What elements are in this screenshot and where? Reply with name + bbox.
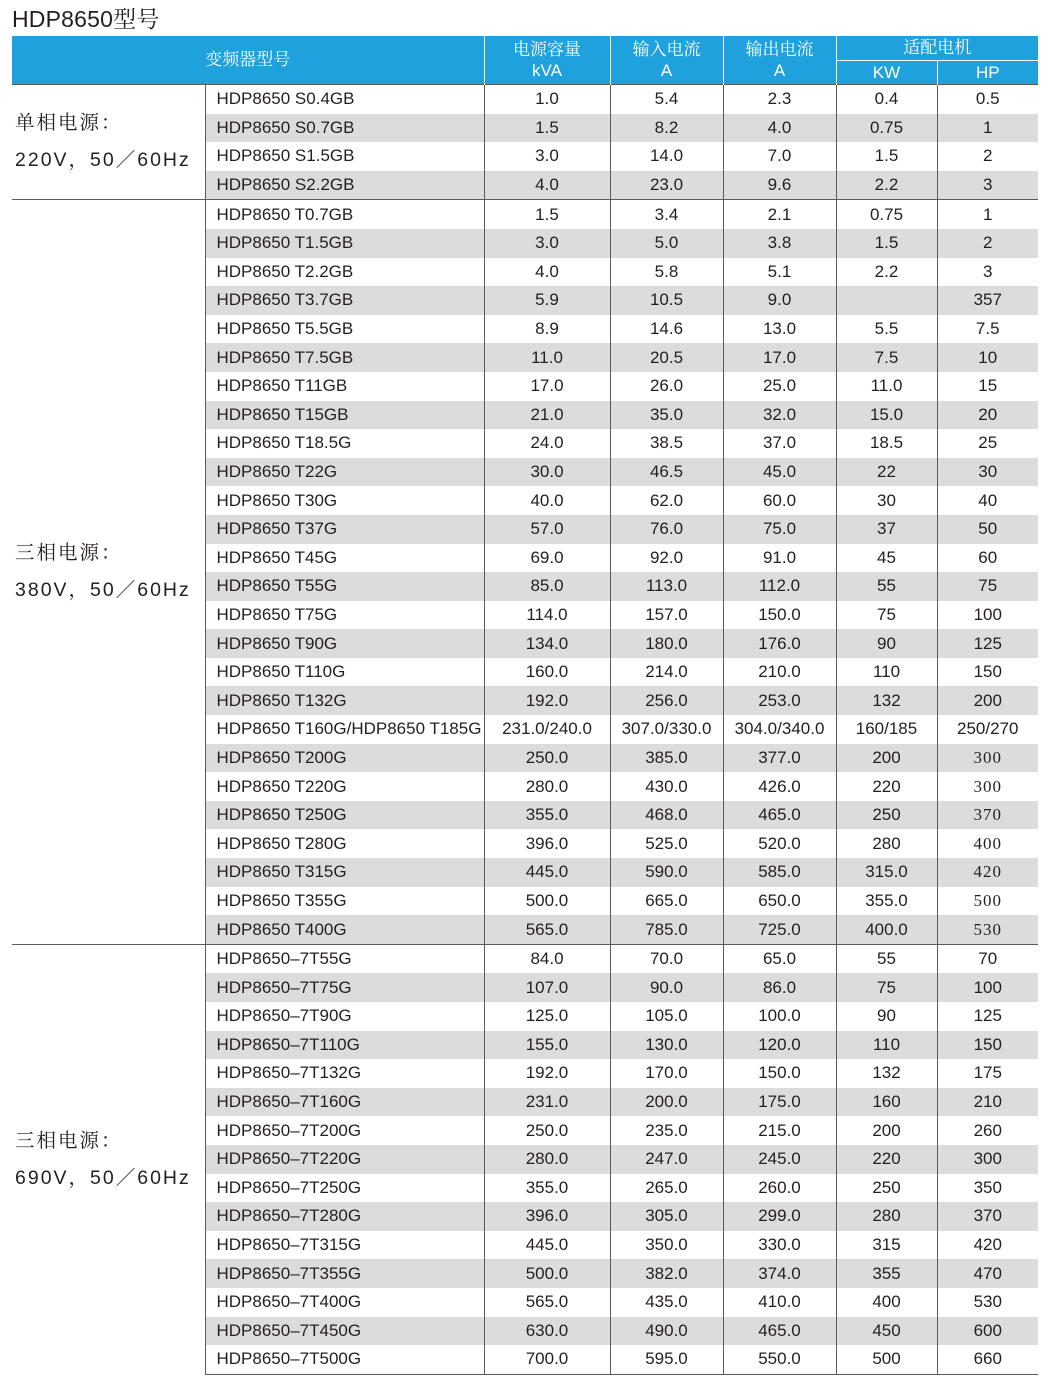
motor-kw-cell: 2.2 [836,171,937,200]
model-cell: HDP8650 T110G [205,658,484,687]
motor-kw-cell: 280 [836,829,937,858]
motor-kw-cell: 37 [836,515,937,544]
model-cell: HDP8650 T220G [205,772,484,801]
model-cell: HDP8650–7T132G [205,1059,484,1088]
model-cell: HDP8650 T11GB [205,372,484,401]
motor-hp-cell: 125 [937,629,1038,658]
model-cell: HDP8650 T280G [205,829,484,858]
input-current-cell: 435.0 [610,1288,723,1317]
model-cell: HDP8650–7T75G [205,973,484,1002]
model-cell: HDP8650–7T90G [205,1002,484,1031]
model-cell: HDP8650 T400G [205,915,484,944]
capacity-cell: 565.0 [484,915,610,944]
capacity-cell: 396.0 [484,829,610,858]
capacity-cell: 565.0 [484,1288,610,1317]
capacity-cell: 21.0 [484,401,610,430]
output-current-cell: 260.0 [723,1174,836,1203]
model-cell: HDP8650–7T280G [205,1202,484,1231]
motor-kw-cell: 75 [836,601,937,630]
model-cell: HDP8650 T250G [205,801,484,830]
model-cell: HDP8650 T2.2GB [205,258,484,287]
model-cell: HDP8650 T355G [205,887,484,916]
motor-hp-cell: 0.5 [937,85,1038,114]
output-current-cell: 100.0 [723,1002,836,1031]
input-current-cell: 3.4 [610,200,723,229]
motor-kw-cell [836,286,937,315]
motor-hp-cell: 370 [937,801,1038,830]
output-current-cell: 650.0 [723,887,836,916]
motor-hp-cell: 530 [937,915,1038,944]
header-hp: HP [937,61,1038,85]
input-current-cell: 170.0 [610,1059,723,1088]
motor-hp-cell: 210 [937,1088,1038,1117]
power-supply-label [12,85,205,200]
output-current-cell: 465.0 [723,801,836,830]
capacity-cell: 445.0 [484,1231,610,1260]
input-current-cell: 130.0 [610,1031,723,1060]
motor-hp-cell: 2 [983,146,993,166]
table-row [12,944,1038,973]
input-current-cell: 20.5 [610,343,723,372]
input-current-cell: 5.4 [610,85,723,114]
motor-kw-cell: 22 [836,458,937,487]
output-current-cell: 215.0 [723,1116,836,1145]
output-current-cell: 585.0 [723,858,836,887]
capacity-cell: 155.0 [484,1031,610,1060]
output-current-cell: 330.0 [723,1231,836,1260]
model-cell: HDP8650–7T400G [205,1288,484,1317]
motor-kw-cell: 220 [836,1145,937,1174]
output-current-cell: 9.6 [723,171,836,200]
model-cell: HDP8650–7T315G [205,1231,484,1260]
motor-hp-cell: 350 [973,1177,1002,1197]
power-supply-phase: 单相电源： [15,112,123,135]
model-cell: HDP8650 T5.5GB [205,315,484,344]
input-current-cell: 430.0 [610,772,723,801]
model-cell: HDP8650 T0.7GB [205,200,484,229]
motor-hp-cell: 100 [937,973,1038,1002]
motor-kw-cell: 160 [836,1088,937,1117]
output-current-cell: 60.0 [723,486,836,515]
motor-kw-cell: 315.0 [836,858,937,887]
motor-kw-cell: 15.0 [836,401,937,430]
input-current-cell: 14.6 [610,315,723,344]
input-current-cell: 92.0 [610,544,723,573]
capacity-cell: 160.0 [484,658,610,687]
output-current-cell: 86.0 [723,973,836,1002]
motor-kw-cell: 18.5 [836,429,937,458]
input-current-cell: 90.0 [610,973,723,1002]
motor-kw-cell: 450 [836,1317,937,1346]
page-title: HDP8650型号 [12,6,160,32]
motor-hp-cell: 7.5 [975,319,1000,339]
motor-kw-cell: 2.2 [836,258,937,287]
motor-kw-cell: 55 [836,572,937,601]
motor-kw-cell: 90 [836,1002,937,1031]
capacity-cell: 1.5 [484,114,610,143]
input-current-cell: 385.0 [610,744,723,773]
motor-kw-cell: 132 [836,686,937,715]
model-cell: HDP8650 T7.5GB [205,343,484,372]
output-current-cell: 120.0 [723,1031,836,1060]
motor-kw-cell: 250 [836,801,937,830]
input-current-cell: 8.2 [610,114,723,143]
model-cell: HDP8650–7T55G [205,944,484,973]
motor-hp-cell: 25 [978,433,998,453]
input-current-cell: 785.0 [610,915,723,944]
output-current-cell: 150.0 [723,1059,836,1088]
capacity-cell: 17.0 [484,372,610,401]
motor-kw-cell: 45 [836,544,937,573]
motor-kw-cell: 280 [836,1202,937,1231]
model-cell: HDP8650–7T160G [205,1088,484,1117]
capacity-cell: 107.0 [484,973,610,1002]
header-capacity-label: 电源容量 [513,40,581,59]
output-current-cell: 45.0 [723,458,836,487]
input-current-cell: 180.0 [610,629,723,658]
output-current-cell: 17.0 [723,343,836,372]
input-current-cell: 10.5 [610,286,723,315]
output-current-cell: 37.0 [723,429,836,458]
input-current-cell: 105.0 [610,1002,723,1031]
capacity-cell: 1.5 [484,200,610,229]
table-header [12,36,1038,85]
model-cell: HDP8650 S0.7GB [205,114,484,143]
power-supply-label [12,944,205,1374]
header-input [610,36,723,85]
motor-hp-cell: 125 [973,1006,1002,1026]
capacity-cell: 85.0 [484,572,610,601]
model-cell: HDP8650 T1.5GB [205,229,484,258]
table-row [12,200,1038,229]
input-current-cell: 590.0 [610,858,723,887]
output-current-cell: 32.0 [723,401,836,430]
motor-hp-cell: 3 [937,171,1038,200]
power-supply-label [12,200,205,944]
output-current-cell: 150.0 [723,601,836,630]
motor-kw-cell: 11.0 [836,372,937,401]
output-current-cell: 465.0 [723,1317,836,1346]
output-current-cell: 253.0 [723,686,836,715]
model-cell: HDP8650 T22G [205,458,484,487]
motor-hp-cell: 600 [937,1317,1038,1346]
model-cell: HDP8650 S0.4GB [205,85,484,114]
motor-kw-cell: 355.0 [836,887,937,916]
output-current-cell: 75.0 [723,515,836,544]
motor-hp-cell: 370 [937,1202,1038,1231]
motor-hp-cell: 470 [937,1259,1038,1288]
capacity-cell: 3.0 [484,229,610,258]
motor-kw-cell: 0.4 [836,85,937,114]
capacity-cell: 30.0 [484,458,610,487]
input-current-cell: 490.0 [610,1317,723,1346]
motor-hp-cell: 20 [937,401,1038,430]
power-supply-phase: 三相电源： [15,1129,123,1152]
input-current-cell: 70.0 [610,944,723,973]
model-cell: HDP8650 T75G [205,601,484,630]
motor-hp-cell: 500 [973,890,1002,910]
capacity-cell: 500.0 [484,887,610,916]
capacity-cell: 134.0 [484,629,610,658]
motor-kw-cell: 75 [836,973,937,1002]
output-current-cell: 3.8 [723,229,836,258]
output-current-cell: 175.0 [723,1088,836,1117]
motor-kw-cell: 160/185 [836,715,937,744]
motor-hp-cell: 250/270 [957,719,1019,739]
capacity-cell: 280.0 [484,1145,610,1174]
header-input-label: 输入电流 [632,40,701,59]
output-current-cell: 426.0 [723,772,836,801]
capacity-cell: 192.0 [484,686,610,715]
motor-hp-cell: 420 [973,1235,1002,1255]
capacity-cell: 84.0 [484,944,610,973]
capacity-cell: 231.0/240.0 [484,715,610,744]
motor-hp-cell: 660 [937,1345,1038,1374]
input-current-cell: 305.0 [610,1202,723,1231]
header-input-unit: A [660,61,673,80]
model-cell: HDP8650 T15GB [205,401,484,430]
capacity-cell: 445.0 [484,858,610,887]
motor-kw-cell: 0.75 [836,200,937,229]
motor-kw-cell: 7.5 [836,343,937,372]
capacity-cell: 355.0 [484,1174,610,1203]
motor-hp-cell: 400 [973,833,1002,853]
motor-kw-cell: 220 [836,772,937,801]
input-current-cell: 76.0 [610,515,723,544]
input-current-cell: 214.0 [610,658,723,687]
motor-kw-cell: 0.75 [836,114,937,143]
header-capacity [484,36,610,85]
capacity-cell: 57.0 [484,515,610,544]
spec-table [12,36,1038,1375]
power-supply-voltage: 380V，50／60Hz [15,579,191,602]
capacity-cell: 11.0 [484,343,610,372]
output-current-cell: 550.0 [723,1345,836,1374]
motor-kw-cell: 110 [836,658,937,687]
input-current-cell: 235.0 [610,1116,723,1145]
output-current-cell: 7.0 [723,142,836,171]
capacity-cell: 192.0 [484,1059,610,1088]
power-supply-voltage: 690V，50／60Hz [15,1166,191,1189]
motor-kw-cell: 1.5 [836,229,937,258]
header-output [723,36,836,85]
power-supply-voltage: 220V，50／60Hz [15,149,191,172]
model-cell: HDP8650 T315G [205,858,484,887]
model-cell: HDP8650 T132G [205,686,484,715]
motor-kw-cell: 1.5 [836,142,937,171]
input-current-cell: 307.0/330.0 [610,715,723,744]
motor-hp-cell: 300 [937,1145,1038,1174]
motor-hp-cell: 15 [978,376,998,396]
input-current-cell: 26.0 [610,372,723,401]
motor-hp-cell: 50 [937,515,1038,544]
model-cell: HDP8650–7T500G [205,1345,484,1374]
capacity-cell: 4.0 [484,258,610,287]
input-current-cell: 5.8 [610,258,723,287]
motor-kw-cell: 250 [836,1174,937,1203]
capacity-cell: 396.0 [484,1202,610,1231]
motor-kw-cell: 55 [836,944,937,973]
output-current-cell: 377.0 [723,744,836,773]
capacity-cell: 250.0 [484,744,610,773]
output-current-cell: 13.0 [723,315,836,344]
model-cell: HDP8650–7T250G [205,1174,484,1203]
capacity-cell: 355.0 [484,801,610,830]
capacity-cell: 125.0 [484,1002,610,1031]
model-cell: HDP8650–7T110G [205,1031,484,1060]
model-cell: HDP8650 T55G [205,572,484,601]
motor-hp-cell: 3 [983,261,993,281]
motor-hp-cell: 530 [973,1292,1002,1312]
motor-hp-cell: 40 [978,490,998,510]
model-cell: HDP8650 S2.2GB [205,171,484,200]
header-output-unit: A [773,61,786,80]
input-current-cell: 200.0 [610,1088,723,1117]
motor-kw-cell: 30 [836,486,937,515]
output-current-cell: 2.3 [723,85,836,114]
model-cell: HDP8650 T3.7GB [205,286,484,315]
capacity-cell: 8.9 [484,315,610,344]
motor-kw-cell: 200 [836,744,937,773]
motor-kw-cell: 315 [836,1231,937,1260]
motor-hp-cell: 1 [937,200,1038,229]
capacity-cell: 40.0 [484,486,610,515]
input-current-cell: 468.0 [610,801,723,830]
input-current-cell: 382.0 [610,1259,723,1288]
model-cell: HDP8650–7T220G [205,1145,484,1174]
output-current-cell: 25.0 [723,372,836,401]
model-cell: HDP8650 T18.5G [205,429,484,458]
output-current-cell: 374.0 [723,1259,836,1288]
output-current-cell: 5.1 [723,258,836,287]
capacity-cell: 280.0 [484,772,610,801]
model-cell: HDP8650 T160G/HDP8650 T185G [205,715,484,744]
motor-kw-cell: 110 [836,1031,937,1060]
capacity-cell: 5.9 [484,286,610,315]
motor-hp-cell: 150 [937,1031,1038,1060]
output-current-cell: 91.0 [723,544,836,573]
input-current-cell: 265.0 [610,1174,723,1203]
motor-hp-cell: 357 [937,286,1038,315]
capacity-cell: 231.0 [484,1088,610,1117]
output-current-cell: 9.0 [723,286,836,315]
motor-hp-cell: 150 [973,662,1002,682]
capacity-cell: 114.0 [484,601,610,630]
motor-hp-cell: 70 [937,944,1038,973]
output-current-cell: 304.0/340.0 [723,715,836,744]
capacity-cell: 4.0 [484,171,610,200]
input-current-cell: 595.0 [610,1345,723,1374]
model-cell: HDP8650 T30G [205,486,484,515]
input-current-cell: 62.0 [610,486,723,515]
output-current-cell: 245.0 [723,1145,836,1174]
header-model: 变频器型号 [12,36,484,85]
table-row [12,85,1038,114]
motor-hp-cell: 60 [978,547,998,567]
motor-kw-cell: 355 [836,1259,937,1288]
output-current-cell: 299.0 [723,1202,836,1231]
output-current-cell: 65.0 [723,944,836,973]
motor-hp-cell: 260 [973,1120,1002,1140]
motor-kw-cell: 5.5 [836,315,937,344]
motor-hp-cell: 300 [973,776,1002,796]
model-cell: HDP8650 S1.5GB [205,142,484,171]
model-cell: HDP8650–7T355G [205,1259,484,1288]
motor-kw-cell: 90 [836,629,937,658]
output-current-cell: 112.0 [723,572,836,601]
input-current-cell: 35.0 [610,401,723,430]
output-current-cell: 410.0 [723,1288,836,1317]
output-current-cell: 520.0 [723,829,836,858]
input-current-cell: 113.0 [610,572,723,601]
motor-hp-cell: 30 [937,458,1038,487]
motor-kw-cell: 200 [836,1116,937,1145]
input-current-cell: 5.0 [610,229,723,258]
motor-hp-cell: 2 [937,229,1038,258]
output-current-cell: 210.0 [723,658,836,687]
input-current-cell: 665.0 [610,887,723,916]
power-supply-phase: 三相电源： [15,542,123,565]
model-cell: HDP8650 T45G [205,544,484,573]
input-current-cell: 23.0 [610,171,723,200]
motor-hp-cell: 420 [937,858,1038,887]
input-current-cell: 46.5 [610,458,723,487]
output-current-cell: 176.0 [723,629,836,658]
capacity-cell: 500.0 [484,1259,610,1288]
model-cell: HDP8650 T37G [205,515,484,544]
motor-hp-cell: 200 [937,686,1038,715]
model-cell: HDP8650 T200G [205,744,484,773]
capacity-cell: 250.0 [484,1116,610,1145]
motor-kw-cell: 500 [836,1345,937,1374]
output-current-cell: 725.0 [723,915,836,944]
motor-kw-cell: 132 [836,1059,937,1088]
motor-hp-cell: 75 [937,572,1038,601]
input-current-cell: 38.5 [610,429,723,458]
output-current-cell: 4.0 [723,114,836,143]
table-body [12,85,1038,1375]
motor-hp-cell: 175 [973,1063,1002,1083]
capacity-cell: 700.0 [484,1345,610,1374]
header-capacity-unit: kVA [532,61,562,80]
output-current-cell: 2.1 [723,200,836,229]
header-kw: KW [836,61,937,85]
motor-hp-cell: 300 [937,744,1038,773]
header-motor: 适配电机 [836,36,1038,61]
motor-kw-cell: 400.0 [836,915,937,944]
input-current-cell: 157.0 [610,601,723,630]
header-output-label: 输出电流 [745,40,814,59]
model-cell: HDP8650–7T450G [205,1317,484,1346]
input-current-cell: 247.0 [610,1145,723,1174]
motor-kw-cell: 400 [836,1288,937,1317]
capacity-cell: 630.0 [484,1317,610,1346]
model-cell: HDP8650–7T200G [205,1116,484,1145]
capacity-cell: 69.0 [484,544,610,573]
input-current-cell: 256.0 [610,686,723,715]
motor-hp-cell: 10 [937,343,1038,372]
capacity-cell: 24.0 [484,429,610,458]
capacity-cell: 3.0 [484,142,610,171]
motor-hp-cell: 1 [937,114,1038,143]
input-current-cell: 525.0 [610,829,723,858]
model-cell: HDP8650 T90G [205,629,484,658]
input-current-cell: 350.0 [610,1231,723,1260]
capacity-cell: 1.0 [484,85,610,114]
motor-hp-cell: 100 [973,604,1002,624]
input-current-cell: 14.0 [610,142,723,171]
